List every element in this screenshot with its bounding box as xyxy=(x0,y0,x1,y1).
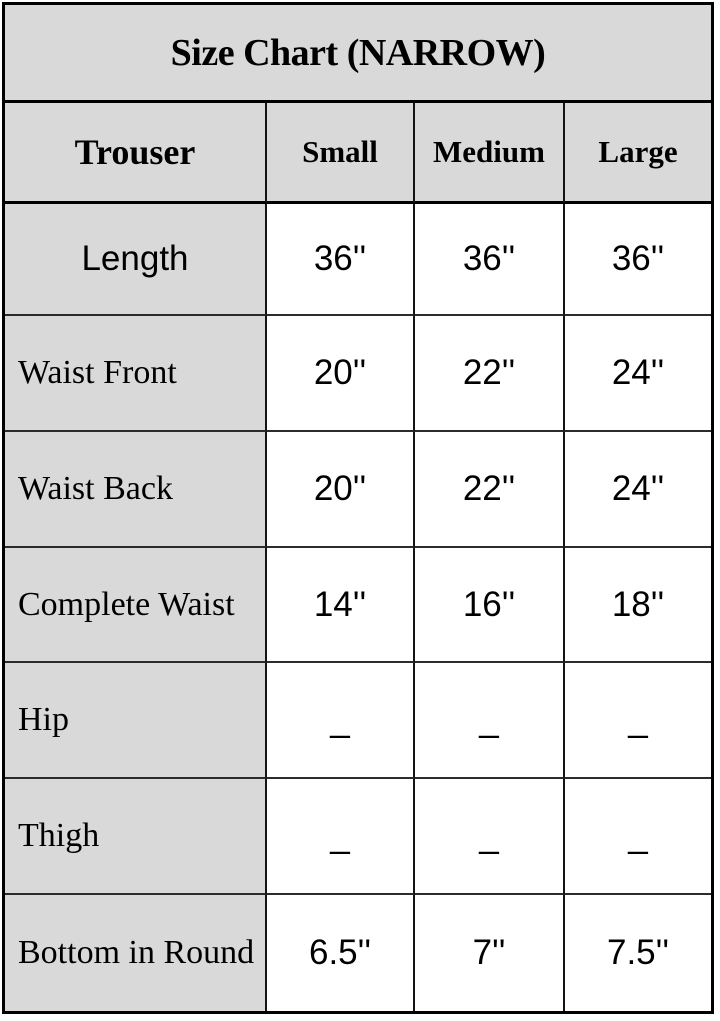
value-cell: 20'' xyxy=(267,316,415,432)
row-label: Length xyxy=(5,204,267,316)
value-cell: _ xyxy=(267,663,415,779)
value-cell: 24'' xyxy=(565,316,711,432)
size-chart-table xyxy=(2,2,714,1014)
value-cell: 36'' xyxy=(565,204,711,316)
row-label: Bottom in Round xyxy=(5,895,267,1011)
row-label: Hip xyxy=(5,663,267,779)
value-cell: _ xyxy=(565,779,711,895)
row-label: Waist Back xyxy=(5,432,267,548)
row-label: Thigh xyxy=(5,779,267,895)
value-cell: 6.5'' xyxy=(267,895,415,1011)
value-cell: _ xyxy=(565,663,711,779)
value-cell: 36'' xyxy=(267,204,415,316)
value-cell: 18'' xyxy=(565,548,711,663)
value-cell: 36'' xyxy=(415,204,565,316)
table-title: Size Chart (NARROW) xyxy=(5,5,711,103)
value-cell: 7'' xyxy=(415,895,565,1011)
value-cell: 22'' xyxy=(415,432,565,548)
value-cell: _ xyxy=(415,663,565,779)
value-cell: 22'' xyxy=(415,316,565,432)
value-cell: _ xyxy=(267,779,415,895)
column-header-trouser: Trouser xyxy=(5,103,267,204)
column-header-medium: Medium xyxy=(415,103,565,204)
value-cell: _ xyxy=(415,779,565,895)
value-cell: 16'' xyxy=(415,548,565,663)
value-cell: 20'' xyxy=(267,432,415,548)
row-label: Complete Waist xyxy=(5,548,267,663)
value-cell: 14'' xyxy=(267,548,415,663)
value-cell: 24'' xyxy=(565,432,711,548)
column-header-large: Large xyxy=(565,103,711,204)
value-cell: 7.5'' xyxy=(565,895,711,1011)
row-label: Waist Front xyxy=(5,316,267,432)
column-header-small: Small xyxy=(267,103,415,204)
